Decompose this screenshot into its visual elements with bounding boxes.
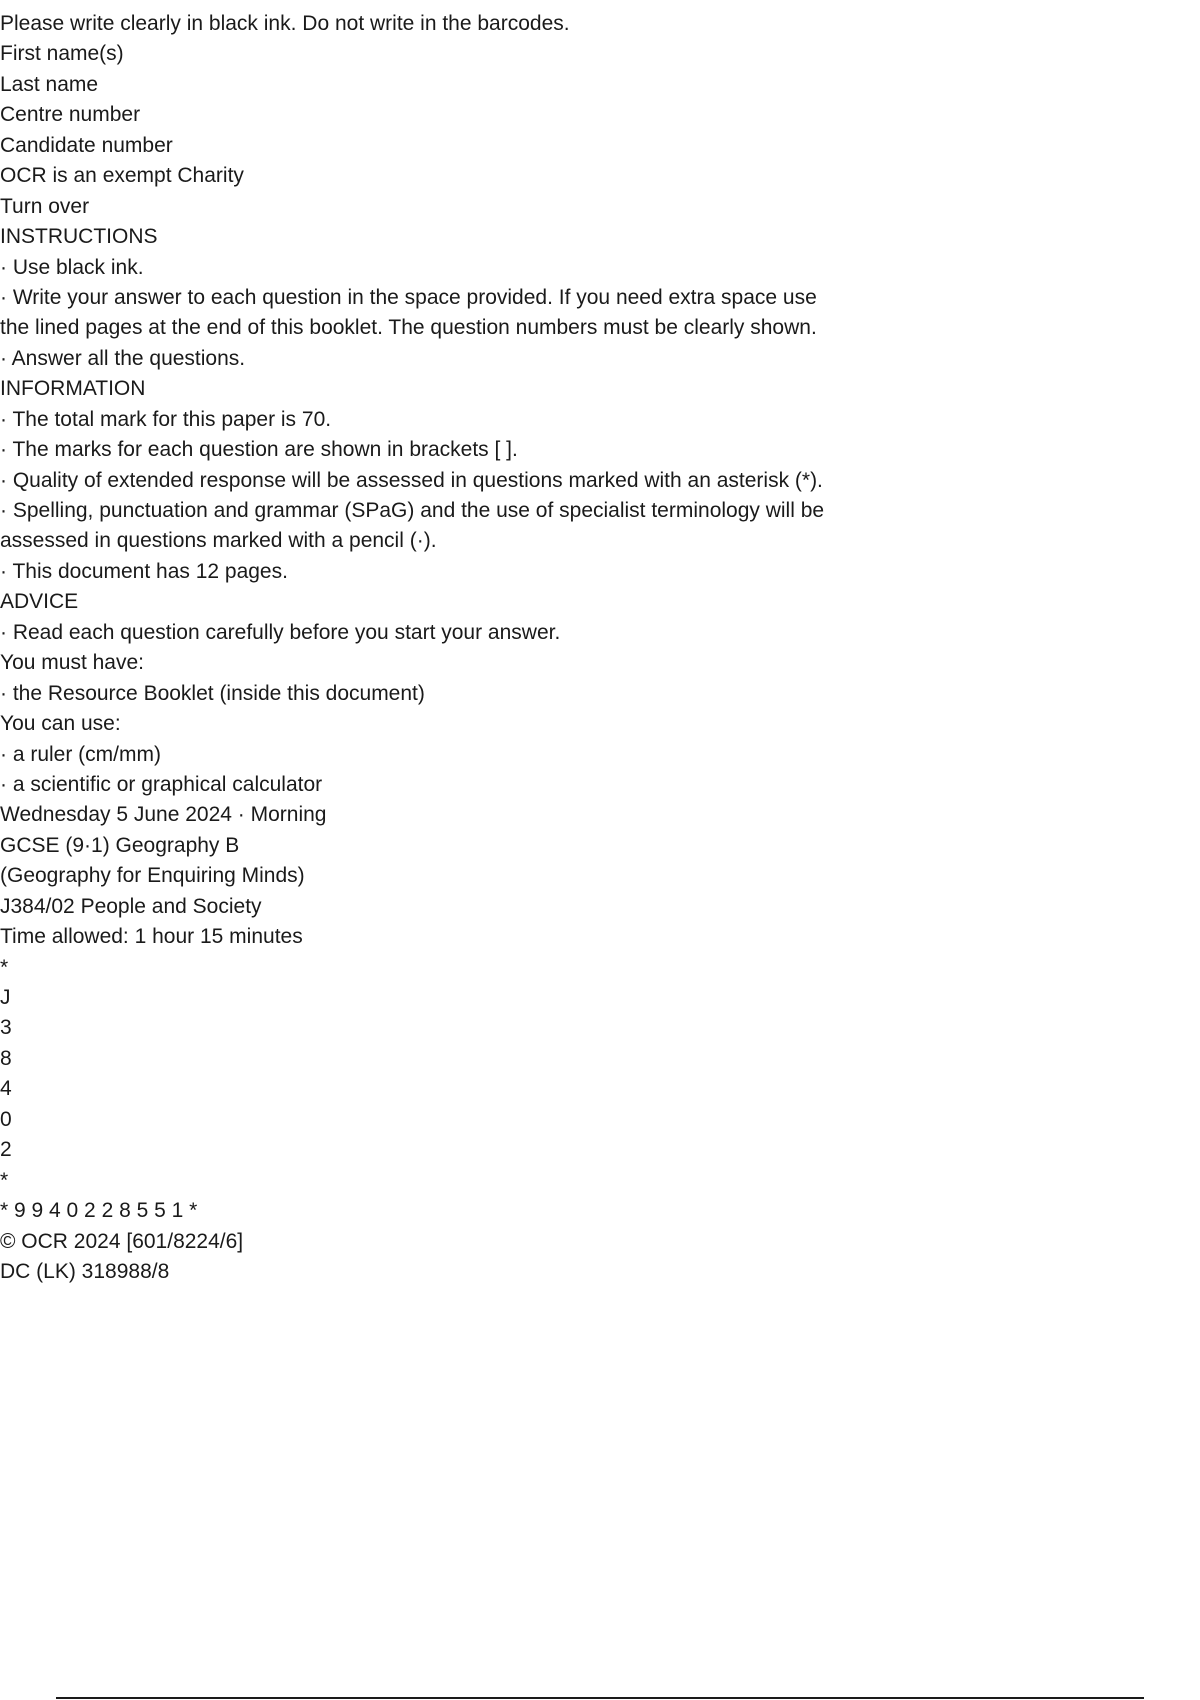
instruction-item-continued: the lined pages at the end of this booklet. The question numbers must be clearly shown. [0,316,817,340]
document-code: DC (LK) 318988/8 [0,1259,170,1283]
information-item: · The marks for each question are shown in brackets [ ]. [0,438,518,462]
time-allowed: Time allowed: 1 hour 15 minutes [0,925,303,949]
barcode-char: 8 [0,1046,12,1070]
barcode-char: 0 [0,1107,12,1131]
label-first-name: First name(s) [0,42,124,66]
turn-over-note: Turn over [0,194,90,218]
information-item: · Quality of extended response will be assessed in questions marked with an asterisk (*). [0,468,823,492]
can-use-label: You can use: [0,712,121,736]
barcode-char: * [0,1168,9,1192]
heading-instructions: INSTRUCTIONS [0,225,158,249]
charity-notice: OCR is an exempt Charity [0,164,244,188]
clipped-top-line [0,0,620,4]
instruction-item: · Write your answer to each question in the space provided. If you need extra space use [0,285,817,309]
copyright-line: © OCR 2024 [601/8224/6] [0,1229,244,1253]
heading-advice: ADVICE [0,590,79,614]
must-have-item: · the Resource Booklet (inside this document) [0,681,425,705]
advice-item: · Read each question carefully before you start your answer. [0,620,561,644]
information-item: · Spelling, punctuation and grammar (SPaG) and the use of specialist terminology will be [0,499,825,522]
can-use-item: · a ruler (cm/mm) [0,742,161,766]
barcode-char: * [0,955,9,979]
qualification-title: GCSE (9·1) Geography B [0,833,240,857]
barcode-char: J [0,986,11,1009]
barcode-char: 2 [0,1138,12,1162]
paper-title: J384/02 People and Society [0,894,262,918]
clipped-text-fragment [0,0,620,4]
heading-information: INFORMATION [0,377,146,401]
label-candidate-number: Candidate number [0,133,173,157]
exam-cover-text [0,9,1200,1287]
barcode-char: 3 [0,1016,12,1040]
barcode-char: 4 [0,1077,12,1101]
instruction-item: · Use black ink. [0,255,144,279]
must-have-label: You must have: [0,651,144,675]
information-item: · The total mark for this paper is 70. [0,407,332,431]
label-centre-number: Centre number [0,103,141,127]
label-last-name: Last name [0,72,99,96]
information-item: · This document has 12 pages. [0,559,288,583]
instruction-item: · Answer all the questions. [0,346,246,370]
footer-rule [56,1697,1144,1699]
exam-date: Wednesday 5 June 2024 · Morning [0,803,327,827]
barcode-number: * 9 9 4 0 2 2 8 5 5 1 * [0,1199,198,1223]
instruction-write-clearly: Please write clearly in black ink. Do not write in the barcodes. [0,12,570,35]
information-item-continued: assessed in questions marked with a pencil (·). [0,529,437,553]
qualification-subtitle: (Geography for Enquiring Minds) [0,864,305,888]
can-use-item: · a scientific or graphical calculator [0,772,323,796]
